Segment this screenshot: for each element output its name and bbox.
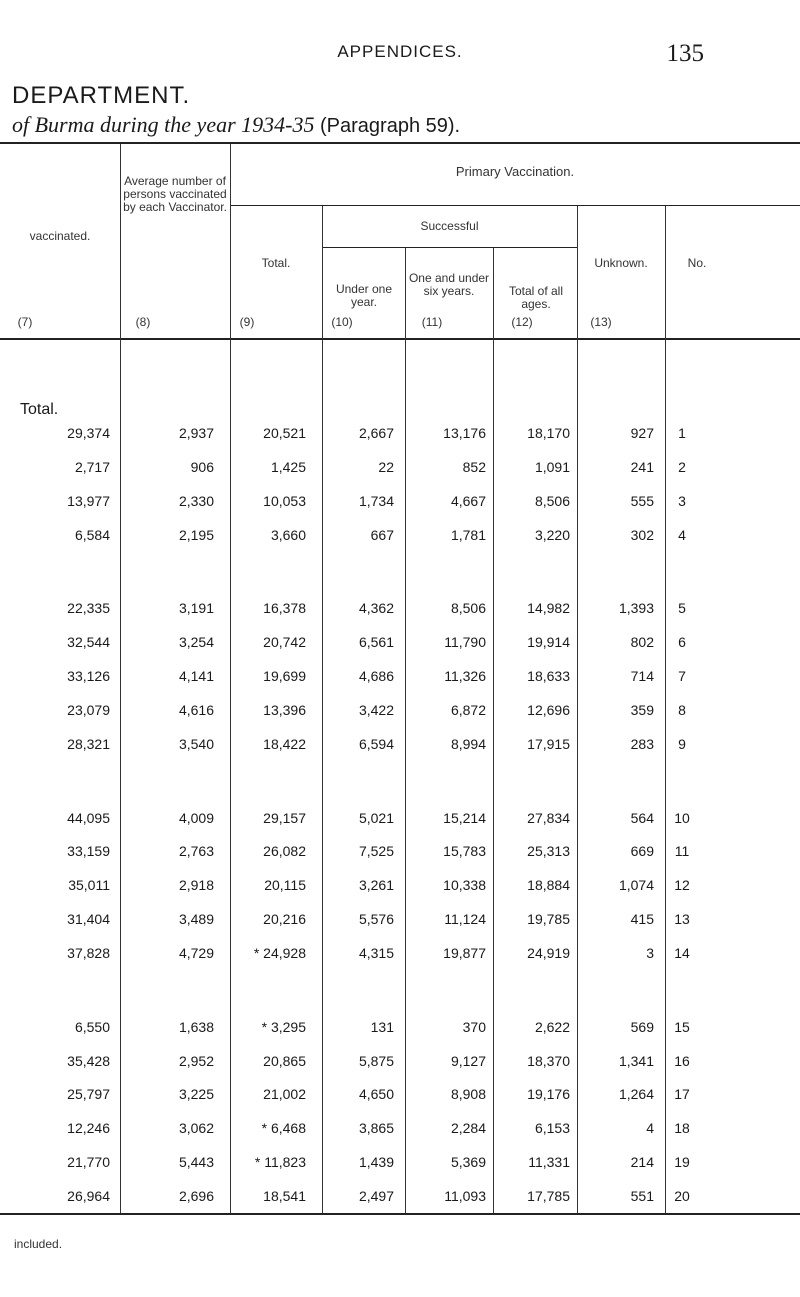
cell-average: 2,937 xyxy=(178,425,214,441)
page-title: DEPARTMENT. xyxy=(12,82,191,109)
table-row xyxy=(0,668,800,694)
cell-one-to-six: 8,994 xyxy=(450,736,486,752)
cell-vaccinated: 33,126 xyxy=(67,668,110,684)
colnum-11: (11) xyxy=(421,315,443,329)
cell-no: 1 xyxy=(678,425,686,441)
successful-rule xyxy=(322,247,577,248)
cell-vaccinated: 2,717 xyxy=(74,459,110,475)
cell-one-to-six: 5,369 xyxy=(450,1154,486,1170)
cell-all-ages: 18,170 xyxy=(527,425,570,441)
colnum-12: (12) xyxy=(511,315,533,329)
cell-one-to-six: 11,093 xyxy=(444,1188,486,1204)
cell-vaccinated: 22,335 xyxy=(67,600,110,616)
cell-total: 20,742 xyxy=(263,634,306,650)
cell-average: 906 xyxy=(190,459,214,475)
header-successful: Successful xyxy=(420,219,479,233)
cell-vaccinated: 35,011 xyxy=(68,877,110,893)
cell-unknown: 714 xyxy=(630,668,654,684)
cell-average: 1,638 xyxy=(178,1019,214,1035)
cell-one-to-six: 1,781 xyxy=(450,527,486,543)
cell-one-to-six: 15,783 xyxy=(443,843,486,859)
cell-unknown: 1,074 xyxy=(618,877,654,893)
cell-unknown: 302 xyxy=(630,527,654,543)
cell-vaccinated: 25,797 xyxy=(67,1086,110,1102)
table-row xyxy=(0,911,800,937)
cell-one-to-six: 11,326 xyxy=(444,668,486,684)
cell-all-ages: 24,919 xyxy=(527,945,570,961)
header-vaccinated: vaccinated. xyxy=(29,229,91,243)
cell-all-ages: 19,176 xyxy=(527,1086,570,1102)
cell-under-one: 3,422 xyxy=(358,702,394,718)
header-primary: Primary Vaccination. xyxy=(455,164,575,179)
header-under-one: Under one year. xyxy=(335,282,393,309)
table-row xyxy=(0,1086,800,1112)
cell-under-one: 22 xyxy=(378,459,394,475)
cell-under-one: 6,561 xyxy=(358,634,394,650)
cell-total: 18,541 xyxy=(263,1188,306,1204)
cell-total: 1,425 xyxy=(270,459,306,475)
cell-under-one: 1,734 xyxy=(358,493,394,509)
cell-vaccinated: 26,964 xyxy=(67,1188,110,1204)
subtitle-italic: of Burma during the year 1934-35 xyxy=(12,112,315,137)
cell-one-to-six: 19,877 xyxy=(443,945,486,961)
cell-unknown: 569 xyxy=(630,1019,654,1035)
cell-average: 2,918 xyxy=(178,877,214,893)
table-row xyxy=(0,843,800,869)
cell-no: 6 xyxy=(678,634,686,650)
cell-under-one: 1,439 xyxy=(358,1154,394,1170)
total-label: Total. xyxy=(20,401,59,418)
cell-average: 3,191 xyxy=(178,600,214,616)
cell-average: 4,141 xyxy=(178,668,214,684)
table-row xyxy=(0,459,800,485)
cell-vaccinated: 44,095 xyxy=(67,810,110,826)
cell-unknown: 551 xyxy=(630,1188,654,1204)
cell-under-one: 4,650 xyxy=(358,1086,394,1102)
cell-total: 20,521 xyxy=(263,425,306,441)
cell-all-ages: 2,622 xyxy=(534,1019,570,1035)
cell-vaccinated: 35,428 xyxy=(67,1053,110,1069)
cell-no: 17 xyxy=(674,1086,690,1102)
table-row xyxy=(0,425,800,451)
table-row xyxy=(0,702,800,728)
header-one-to-six: One and under six years. xyxy=(408,271,490,298)
cell-vaccinated: 6,584 xyxy=(74,527,110,543)
cell-under-one: 5,021 xyxy=(358,810,394,826)
cell-one-to-six: 8,506 xyxy=(450,600,486,616)
cell-average: 3,540 xyxy=(178,736,214,752)
cell-average: 2,763 xyxy=(178,843,214,859)
cell-total: 16,378 xyxy=(263,600,306,616)
cell-one-to-six: 15,214 xyxy=(443,810,486,826)
table-row xyxy=(0,1120,800,1146)
cell-unknown: 555 xyxy=(630,493,654,509)
header-unknown: Unknown. xyxy=(594,256,648,270)
cell-vaccinated: 6,550 xyxy=(74,1019,110,1035)
cell-all-ages: 1,091 xyxy=(534,459,570,475)
cell-all-ages: 18,633 xyxy=(527,668,570,684)
cell-unknown: 359 xyxy=(630,702,654,718)
cell-average: 2,330 xyxy=(178,493,214,509)
cell-one-to-six: 852 xyxy=(462,459,486,475)
table-row xyxy=(0,736,800,762)
cell-one-to-six: 2,284 xyxy=(450,1120,486,1136)
cell-under-one: 3,865 xyxy=(358,1120,394,1136)
cell-all-ages: 17,785 xyxy=(527,1188,570,1204)
running-head: APPENDICES. xyxy=(337,42,463,61)
cell-total: 20,216 xyxy=(263,911,306,927)
cell-no: 13 xyxy=(674,911,690,927)
table-row xyxy=(0,634,800,660)
cell-unknown: 1,393 xyxy=(618,600,654,616)
cell-under-one: 3,261 xyxy=(358,877,394,893)
cell-total: * 6,468 xyxy=(261,1120,306,1136)
cell-under-one: 4,362 xyxy=(358,600,394,616)
cell-unknown: 4 xyxy=(646,1120,654,1136)
cell-all-ages: 8,506 xyxy=(534,493,570,509)
cell-under-one: 5,875 xyxy=(358,1053,394,1069)
cell-all-ages: 18,884 xyxy=(527,877,570,893)
cell-average: 4,009 xyxy=(178,810,214,826)
table-row xyxy=(0,527,800,553)
cell-one-to-six: 4,667 xyxy=(450,493,486,509)
cell-average: 5,443 xyxy=(178,1154,214,1170)
cell-unknown: 927 xyxy=(630,425,654,441)
cell-no: 20 xyxy=(674,1188,690,1204)
cell-vaccinated: 21,770 xyxy=(67,1154,110,1170)
cell-unknown: 1,341 xyxy=(618,1053,654,1069)
cell-under-one: 667 xyxy=(370,527,394,543)
cell-one-to-six: 13,176 xyxy=(443,425,486,441)
table-row xyxy=(0,877,800,903)
cell-unknown: 1,264 xyxy=(618,1086,654,1102)
cell-no: 19 xyxy=(674,1154,690,1170)
cell-average: 3,254 xyxy=(178,634,214,650)
cell-under-one: 6,594 xyxy=(358,736,394,752)
cell-under-one: 2,497 xyxy=(358,1188,394,1204)
cell-one-to-six: 10,338 xyxy=(443,877,486,893)
cell-total: 18,422 xyxy=(263,736,306,752)
cell-no: 15 xyxy=(674,1019,690,1035)
cell-under-one: 5,576 xyxy=(358,911,394,927)
cell-all-ages: 27,834 xyxy=(527,810,570,826)
cell-vaccinated: 28,321 xyxy=(67,736,110,752)
cell-no: 2 xyxy=(678,459,686,475)
cell-unknown: 564 xyxy=(630,810,654,826)
cell-under-one: 2,667 xyxy=(358,425,394,441)
header-no: No. xyxy=(687,256,707,270)
cell-vaccinated: 32,544 xyxy=(67,634,110,650)
cell-all-ages: 18,370 xyxy=(527,1053,570,1069)
table-row xyxy=(0,1154,800,1180)
cell-no: 9 xyxy=(678,736,686,752)
cell-one-to-six: 9,127 xyxy=(450,1053,486,1069)
cell-no: 12 xyxy=(674,877,690,893)
cell-all-ages: 17,915 xyxy=(527,736,570,752)
cell-unknown: 214 xyxy=(630,1154,654,1170)
cell-vaccinated: 13,977 xyxy=(67,493,110,509)
cell-no: 4 xyxy=(678,527,686,543)
cell-all-ages: 14,982 xyxy=(527,600,570,616)
table-row xyxy=(0,1019,800,1045)
cell-total: 10,053 xyxy=(263,493,306,509)
cell-total: 13,396 xyxy=(263,702,306,718)
colnum-8: (8) xyxy=(135,315,151,329)
cell-unknown: 802 xyxy=(630,634,654,650)
cell-average: 4,616 xyxy=(178,702,214,718)
cell-no: 14 xyxy=(674,945,690,961)
cell-under-one: 7,525 xyxy=(358,843,394,859)
header-all-ages: Total of all ages. xyxy=(508,284,564,311)
colnum-9: (9) xyxy=(239,315,255,329)
page-number: 135 xyxy=(666,40,704,67)
table-row xyxy=(0,493,800,519)
cell-vaccinated: 23,079 xyxy=(67,702,110,718)
footnote: included. xyxy=(14,1237,63,1251)
cell-no: 18 xyxy=(674,1120,690,1136)
cell-total: * 24,928 xyxy=(253,945,306,961)
colnum-10: (10) xyxy=(331,315,353,329)
cell-all-ages: 3,220 xyxy=(534,527,570,543)
colnum-7: (7) xyxy=(17,315,33,329)
cell-unknown: 3 xyxy=(646,945,654,961)
cell-all-ages: 19,785 xyxy=(527,911,570,927)
cell-vaccinated: 37,828 xyxy=(67,945,110,961)
cell-one-to-six: 6,872 xyxy=(450,702,486,718)
cell-total: 20,865 xyxy=(263,1053,306,1069)
cell-no: 10 xyxy=(674,810,690,826)
cell-unknown: 241 xyxy=(630,459,654,475)
cell-average: 3,489 xyxy=(178,911,214,927)
cell-vaccinated: 31,404 xyxy=(67,911,110,927)
cell-average: 3,062 xyxy=(178,1120,214,1136)
cell-all-ages: 19,914 xyxy=(527,634,570,650)
cell-under-one: 4,686 xyxy=(358,668,394,684)
cell-one-to-six: 11,790 xyxy=(444,634,486,650)
cell-under-one: 131 xyxy=(370,1019,394,1035)
cell-average: 2,952 xyxy=(178,1053,214,1069)
table-row xyxy=(0,945,800,971)
cell-all-ages: 6,153 xyxy=(534,1120,570,1136)
page-subtitle xyxy=(12,112,460,138)
subtitle-rest: (Paragraph 59). xyxy=(314,115,461,137)
cell-vaccinated: 29,374 xyxy=(67,425,110,441)
cell-all-ages: 12,696 xyxy=(527,702,570,718)
table-row xyxy=(0,810,800,836)
cell-no: 8 xyxy=(678,702,686,718)
table-row xyxy=(0,1053,800,1079)
cell-one-to-six: 11,124 xyxy=(444,911,486,927)
cell-total: * 11,823 xyxy=(254,1154,306,1170)
cell-total: 21,002 xyxy=(263,1086,306,1102)
cell-average: 4,729 xyxy=(178,945,214,961)
cell-no: 11 xyxy=(674,843,690,859)
cell-total: * 3,295 xyxy=(261,1019,306,1035)
table-row xyxy=(0,600,800,626)
cell-total: 19,699 xyxy=(263,668,306,684)
primary-rule xyxy=(230,205,800,206)
cell-vaccinated: 12,246 xyxy=(67,1120,110,1136)
cell-under-one: 4,315 xyxy=(358,945,394,961)
cell-total: 29,157 xyxy=(263,810,306,826)
table-row xyxy=(0,1188,800,1214)
cell-no: 16 xyxy=(674,1053,690,1069)
cell-one-to-six: 370 xyxy=(462,1019,486,1035)
cell-total: 3,660 xyxy=(270,527,306,543)
header-total: Total. xyxy=(261,256,291,270)
cell-total: 26,082 xyxy=(263,843,306,859)
cell-average: 2,195 xyxy=(178,527,214,543)
cell-unknown: 415 xyxy=(630,911,654,927)
cell-one-to-six: 8,908 xyxy=(450,1086,486,1102)
cell-vaccinated: 33,159 xyxy=(67,843,110,859)
cell-all-ages: 11,331 xyxy=(528,1154,570,1170)
cell-average: 3,225 xyxy=(178,1086,214,1102)
cell-all-ages: 25,313 xyxy=(527,843,570,859)
cell-unknown: 669 xyxy=(630,843,654,859)
cell-no: 3 xyxy=(678,493,686,509)
header-average: Average number of persons vaccinated by each Vaccinator. xyxy=(123,174,227,214)
cell-no: 7 xyxy=(678,668,686,684)
colnum-13: (13) xyxy=(590,315,612,329)
cell-average: 2,696 xyxy=(178,1188,214,1204)
cell-total: 20,115 xyxy=(264,877,306,893)
cell-no: 5 xyxy=(678,600,686,616)
cell-unknown: 283 xyxy=(630,736,654,752)
